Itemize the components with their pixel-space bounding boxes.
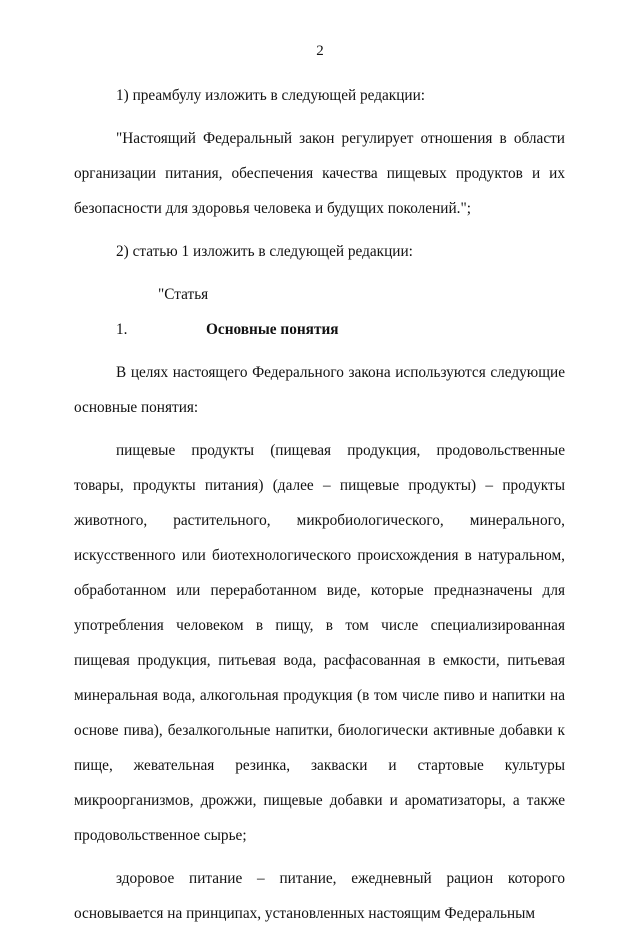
paragraph-definition-food-products: пищевые продукты (пищевая продукция, продовольственные товары, продукты питания) (далее – пищевые продукты) – продукты животного, растительного, микробиологического, минерального, искусственного или биотехнологического происхождения в натуральном, обработанном или переработанном виде, которые предназначены для употребления человеком в пищу, в том числе специализированная пищевая продукция, питьевая вода, расфасованная в емкости, питьевая минеральная вода, алкогольная продукция (в том числе пиво и напитки на основе пива), безалкогольные напитки, биологически активные добавки к пище, жевательная резинка, закваски и стартовые культуры микроорганизмов, дрожжи, пищевые добавки и ароматизаторы, а также продовольственное сырье;	[74, 442, 565, 844]
paragraph-definition-healthy-nutrition: здоровое питание – питание, ежедневный рацион которого основывается на принципах, установленных настоящим Федеральным	[74, 870, 565, 922]
document-body	[74, 78, 565, 931]
article-title: Основные понятия	[206, 321, 339, 338]
paragraph-preamble-instruction: 1) преамбулу изложить в следующей редакции:	[116, 87, 426, 104]
paragraph-article-instruction: 2) статью 1 изложить в следующей редакции:	[116, 243, 413, 260]
page-number: 2	[316, 43, 324, 59]
article-label: "Статья 1.	[116, 286, 209, 338]
article-heading	[74, 277, 565, 347]
paragraph-preamble-text: "Настоящий Федеральный закон регулирует отношения в области организации питания, обеспечения качества пищевых продуктов и их безопасности для здоровья человека и будущих поколений.";	[74, 130, 565, 217]
paragraph-definitions-intro: В целях настоящего Федерального закона используются следующие основные понятия:	[74, 364, 565, 416]
